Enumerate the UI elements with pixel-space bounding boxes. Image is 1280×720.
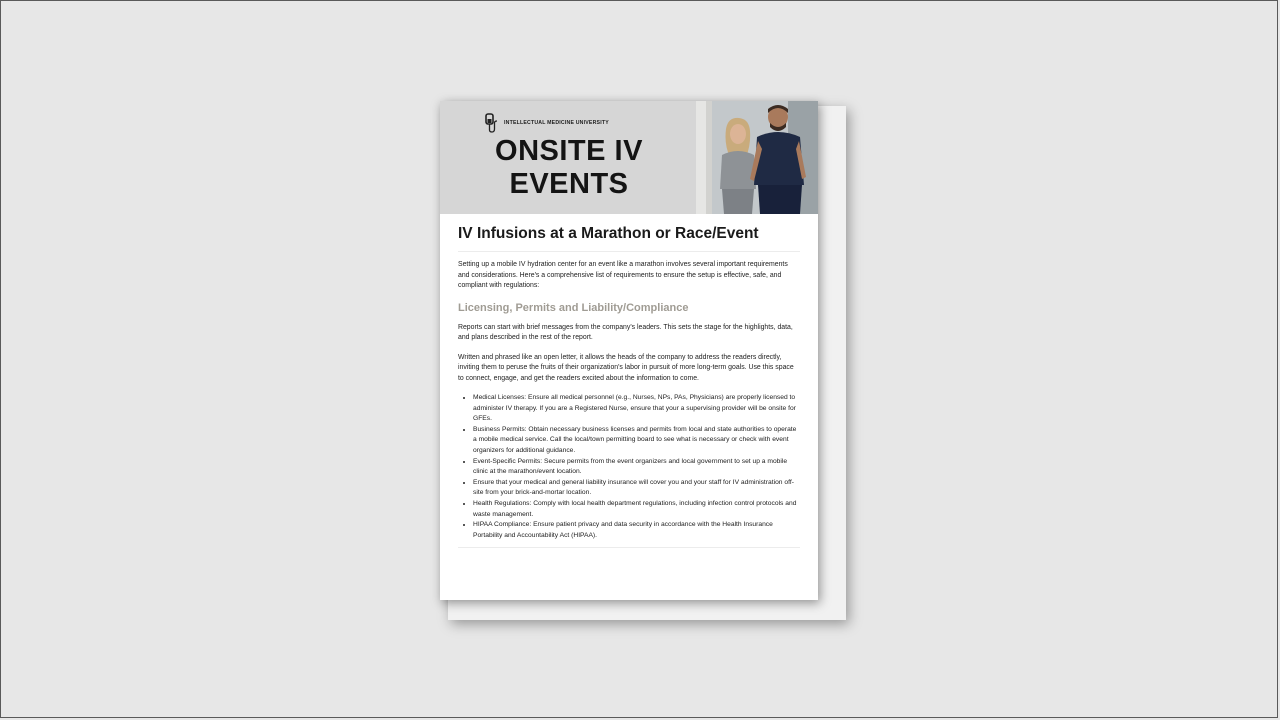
flyer-header (440, 101, 818, 214)
brand-name: INTELLECTUAL MEDICINE UNIVERSITY (504, 120, 609, 126)
licensing-subheading: Licensing, Permits and Liability/Compliance (458, 301, 689, 314)
intro-paragraph: Setting up a mobile IV hydration center for an event like a marathon involves several important requirements and considerations. Here's a comprehensive list of requirements to ensure the setup is effective, safe, and compliant with regulations: (458, 261, 788, 289)
flyer-page (440, 101, 818, 600)
section-title: IV Infusions at a Marathon or Race/Event (458, 225, 759, 242)
brand (484, 113, 609, 133)
team-photo (696, 101, 818, 214)
body-paragraph-1: Reports can start with brief messages from the company's leaders. This sets the stage for the highlights, data, and plans described in the rest of the report. (458, 323, 793, 341)
flyer-body (458, 225, 800, 548)
list-item: • Ensure that your medical and general liability insurance will cover you and your staff for IV administration off-site from your brick-and-mortar location. (473, 478, 800, 499)
bottom-divider (458, 547, 800, 548)
requirements-list (458, 393, 800, 541)
list-item: • Business Permits: Obtain necessary business licenses and permits from local and state authorities to operate a mobile medical service. Call the local/town permitting board to see what is necessary or check with event organizers for additional guidance. (473, 425, 800, 457)
list-item: • Health Regulations: Comply with local health department regulations, including infection control protocols and waste management. (473, 499, 800, 520)
list-item: • Event-Specific Permits: Secure permits from the event organizers and local government to set up a mobile clinic at the marathon/event location. (473, 457, 800, 478)
title-line-1: ONSITE IV (495, 135, 643, 167)
iv-bag-icon (484, 113, 500, 133)
divider (458, 251, 800, 252)
title-line-2: EVENTS (509, 168, 629, 200)
list-item: • Medical Licenses: Ensure all medical personnel (e.g., Nurses, NPs, PAs, Physicians) are properly licensed to administer IV therapy. If you are a Registered Nurse, ensure that your a supervising provider will be onsite for GFEs. (473, 393, 800, 425)
list-item: • HIPAA Compliance: Ensure patient privacy and data security in accordance with the Health Insurance Portability and Accountability Act (HIPAA). (473, 520, 800, 541)
body-paragraph-2: Written and phrased like an open letter, it allows the heads of the company to address the readers directly, inviting them to peruse the fruits of their organization's labor in pursuit of more long-term goals. Use this space to connect, engage, and get the readers excited about the information to come. (458, 353, 794, 382)
flyer-title (460, 135, 678, 201)
